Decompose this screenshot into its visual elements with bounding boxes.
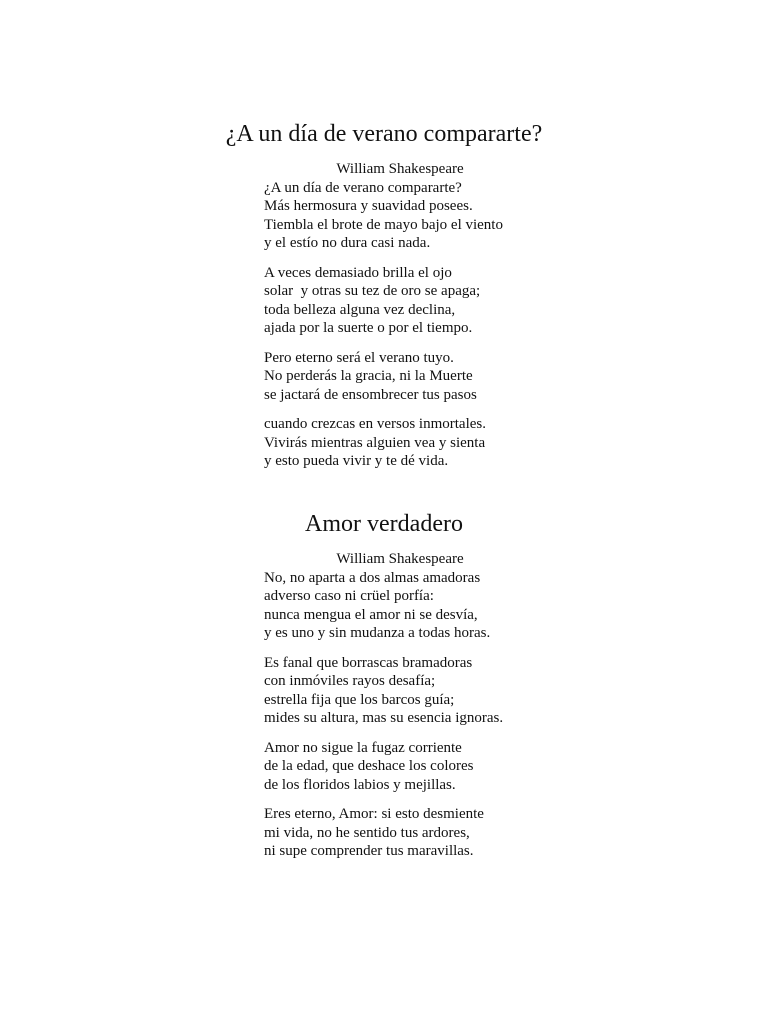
stanza: [264, 654, 684, 728]
poem-author: William Shakespeare: [336, 551, 464, 567]
verse-line: y es uno y sin mudanza a todas horas.: [264, 625, 491, 641]
verse-line: se jactará de ensombrecer tus pasos: [264, 386, 477, 403]
poem-author: William Shakespeare: [336, 161, 464, 177]
stanza: [264, 179, 684, 253]
verse-line: No perderás la gracia, ni la Muerte: [264, 368, 473, 384]
verse-line: estrella fija que los barcos guía;: [264, 691, 455, 708]
verse-line: ni supe comprender tus maravillas.: [264, 843, 474, 859]
verse-line: nunca mengua el amor ni se desvía,: [264, 606, 478, 623]
stanza: [264, 805, 684, 861]
verse-line: Eres eterno, Amor: si esto desmiente: [264, 806, 484, 822]
verse-line: cuando crezcas en versos inmortales.: [264, 416, 486, 432]
verse-line: Amor no sigue la fugaz corriente: [264, 739, 462, 756]
poem-body: [264, 550, 684, 872]
stanza: [264, 264, 684, 338]
verse-line: Tiembla el brote de mayo bajo el viento: [264, 216, 503, 233]
verse-line: ¿A un día de verano compararte?: [264, 179, 462, 196]
verse-line: solar y otras su tez de oro se apaga;: [264, 283, 481, 299]
verse-line: Más hermosura y suavidad posees.: [264, 198, 473, 214]
verse-line: A veces demasiado brilla el ojo: [264, 264, 452, 281]
poem-title: ¿A un día de verano compararte?: [225, 121, 543, 147]
verse-line: adverso caso ni crüel porfía:: [264, 588, 434, 604]
verse-line: Es fanal que borrascas bramadoras: [264, 654, 473, 671]
verse-line: Pero eterno será el verano tuyo.: [264, 349, 454, 366]
verse-line: No, no aparta a dos almas amadoras: [264, 569, 481, 586]
verse-line: con inmóviles rayos desafía;: [264, 673, 436, 689]
poem-title: Amor verdadero: [305, 511, 463, 537]
verse-line: y esto pueda vivir y te dé vida.: [264, 453, 449, 469]
verse-line: mi vida, no he sentido tus ardores,: [264, 824, 470, 841]
verse-line: ajada por la suerte o por el tiempo.: [264, 320, 473, 336]
poem-body: [264, 160, 684, 482]
verse-line: Vivirás mientras alguien vea y sienta: [264, 434, 486, 451]
stanza: [264, 739, 684, 795]
stanza: [264, 415, 684, 471]
verse-line: y el estío no dura casi nada.: [264, 235, 431, 251]
stanza: [264, 349, 684, 405]
verse-line: de la edad, que deshace los colores: [264, 758, 474, 774]
stanza: [264, 569, 684, 643]
verse-line: mides su altura, mas su esencia ignoras.: [264, 710, 504, 726]
verse-line: de los floridos labios y mejillas.: [264, 776, 456, 793]
verse-line: toda belleza alguna vez declina,: [264, 301, 456, 318]
